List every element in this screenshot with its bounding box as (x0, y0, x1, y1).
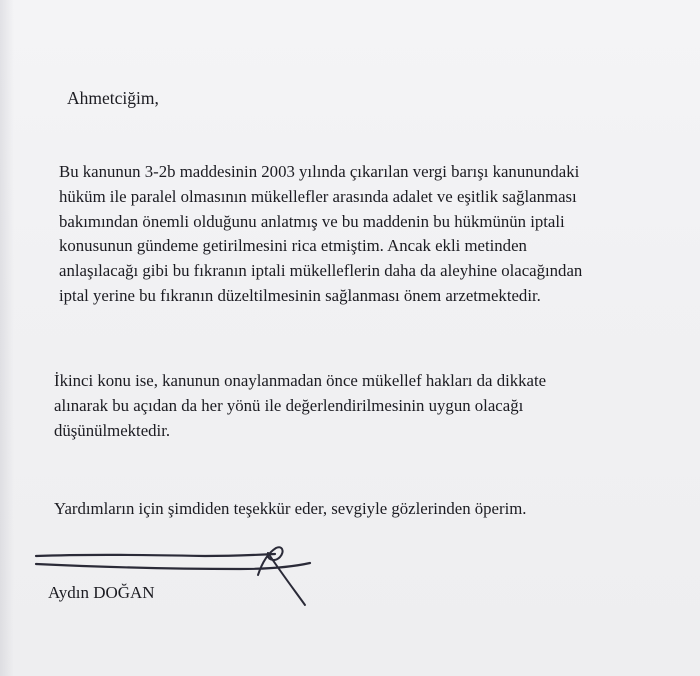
paragraph-line: iptal yerine bu fıkranın düzeltilmesinin sağlanması önem arzetmektedir. (59, 285, 541, 305)
paragraph-line: Yardımların için şimdiden teşekkür eder, sevgiyle gözlerinden öperim. (54, 499, 527, 518)
paragraph-line: konusunun gündeme getirilmesini rica etmiştim. Ancak ekli metinden (59, 236, 527, 256)
paragraph-line: İkinci konu ise, kanunun onaylanmadan önce mükellef hakları da dikkate (54, 371, 547, 390)
signer-name: Aydın DOĞAN (48, 583, 155, 602)
paragraph-line: bakımından önemli olduğunu anlatmış ve bu maddenin bu hükmünün iptali (59, 211, 565, 231)
salutation: Ahmetciğim, (67, 88, 159, 108)
paragraph-line: anlaşılacağı gibi bu fıkranın iptali mükelleflerin daha da aleyhine olacağından (59, 261, 583, 281)
paragraph-2 (54, 369, 546, 443)
paper-edge-shadow (0, 0, 14, 676)
paragraph-3 (54, 497, 527, 522)
paragraph-line: hüküm ile paralel olmasının mükellefler arasında adalet ve eşitlik sağlanması (59, 186, 577, 206)
paragraph-line: Bu kanunun 3-2b maddesinin 2003 yılında çıkarılan vergi barışı kanunundaki (59, 162, 580, 181)
paragraph-line: düşünülmektedir. (54, 420, 171, 440)
paragraph-line: alınarak bu açıdan da her yönü ile değerlendirilmesinin uygun olacağı (54, 395, 524, 415)
paragraph-1 (59, 160, 582, 309)
